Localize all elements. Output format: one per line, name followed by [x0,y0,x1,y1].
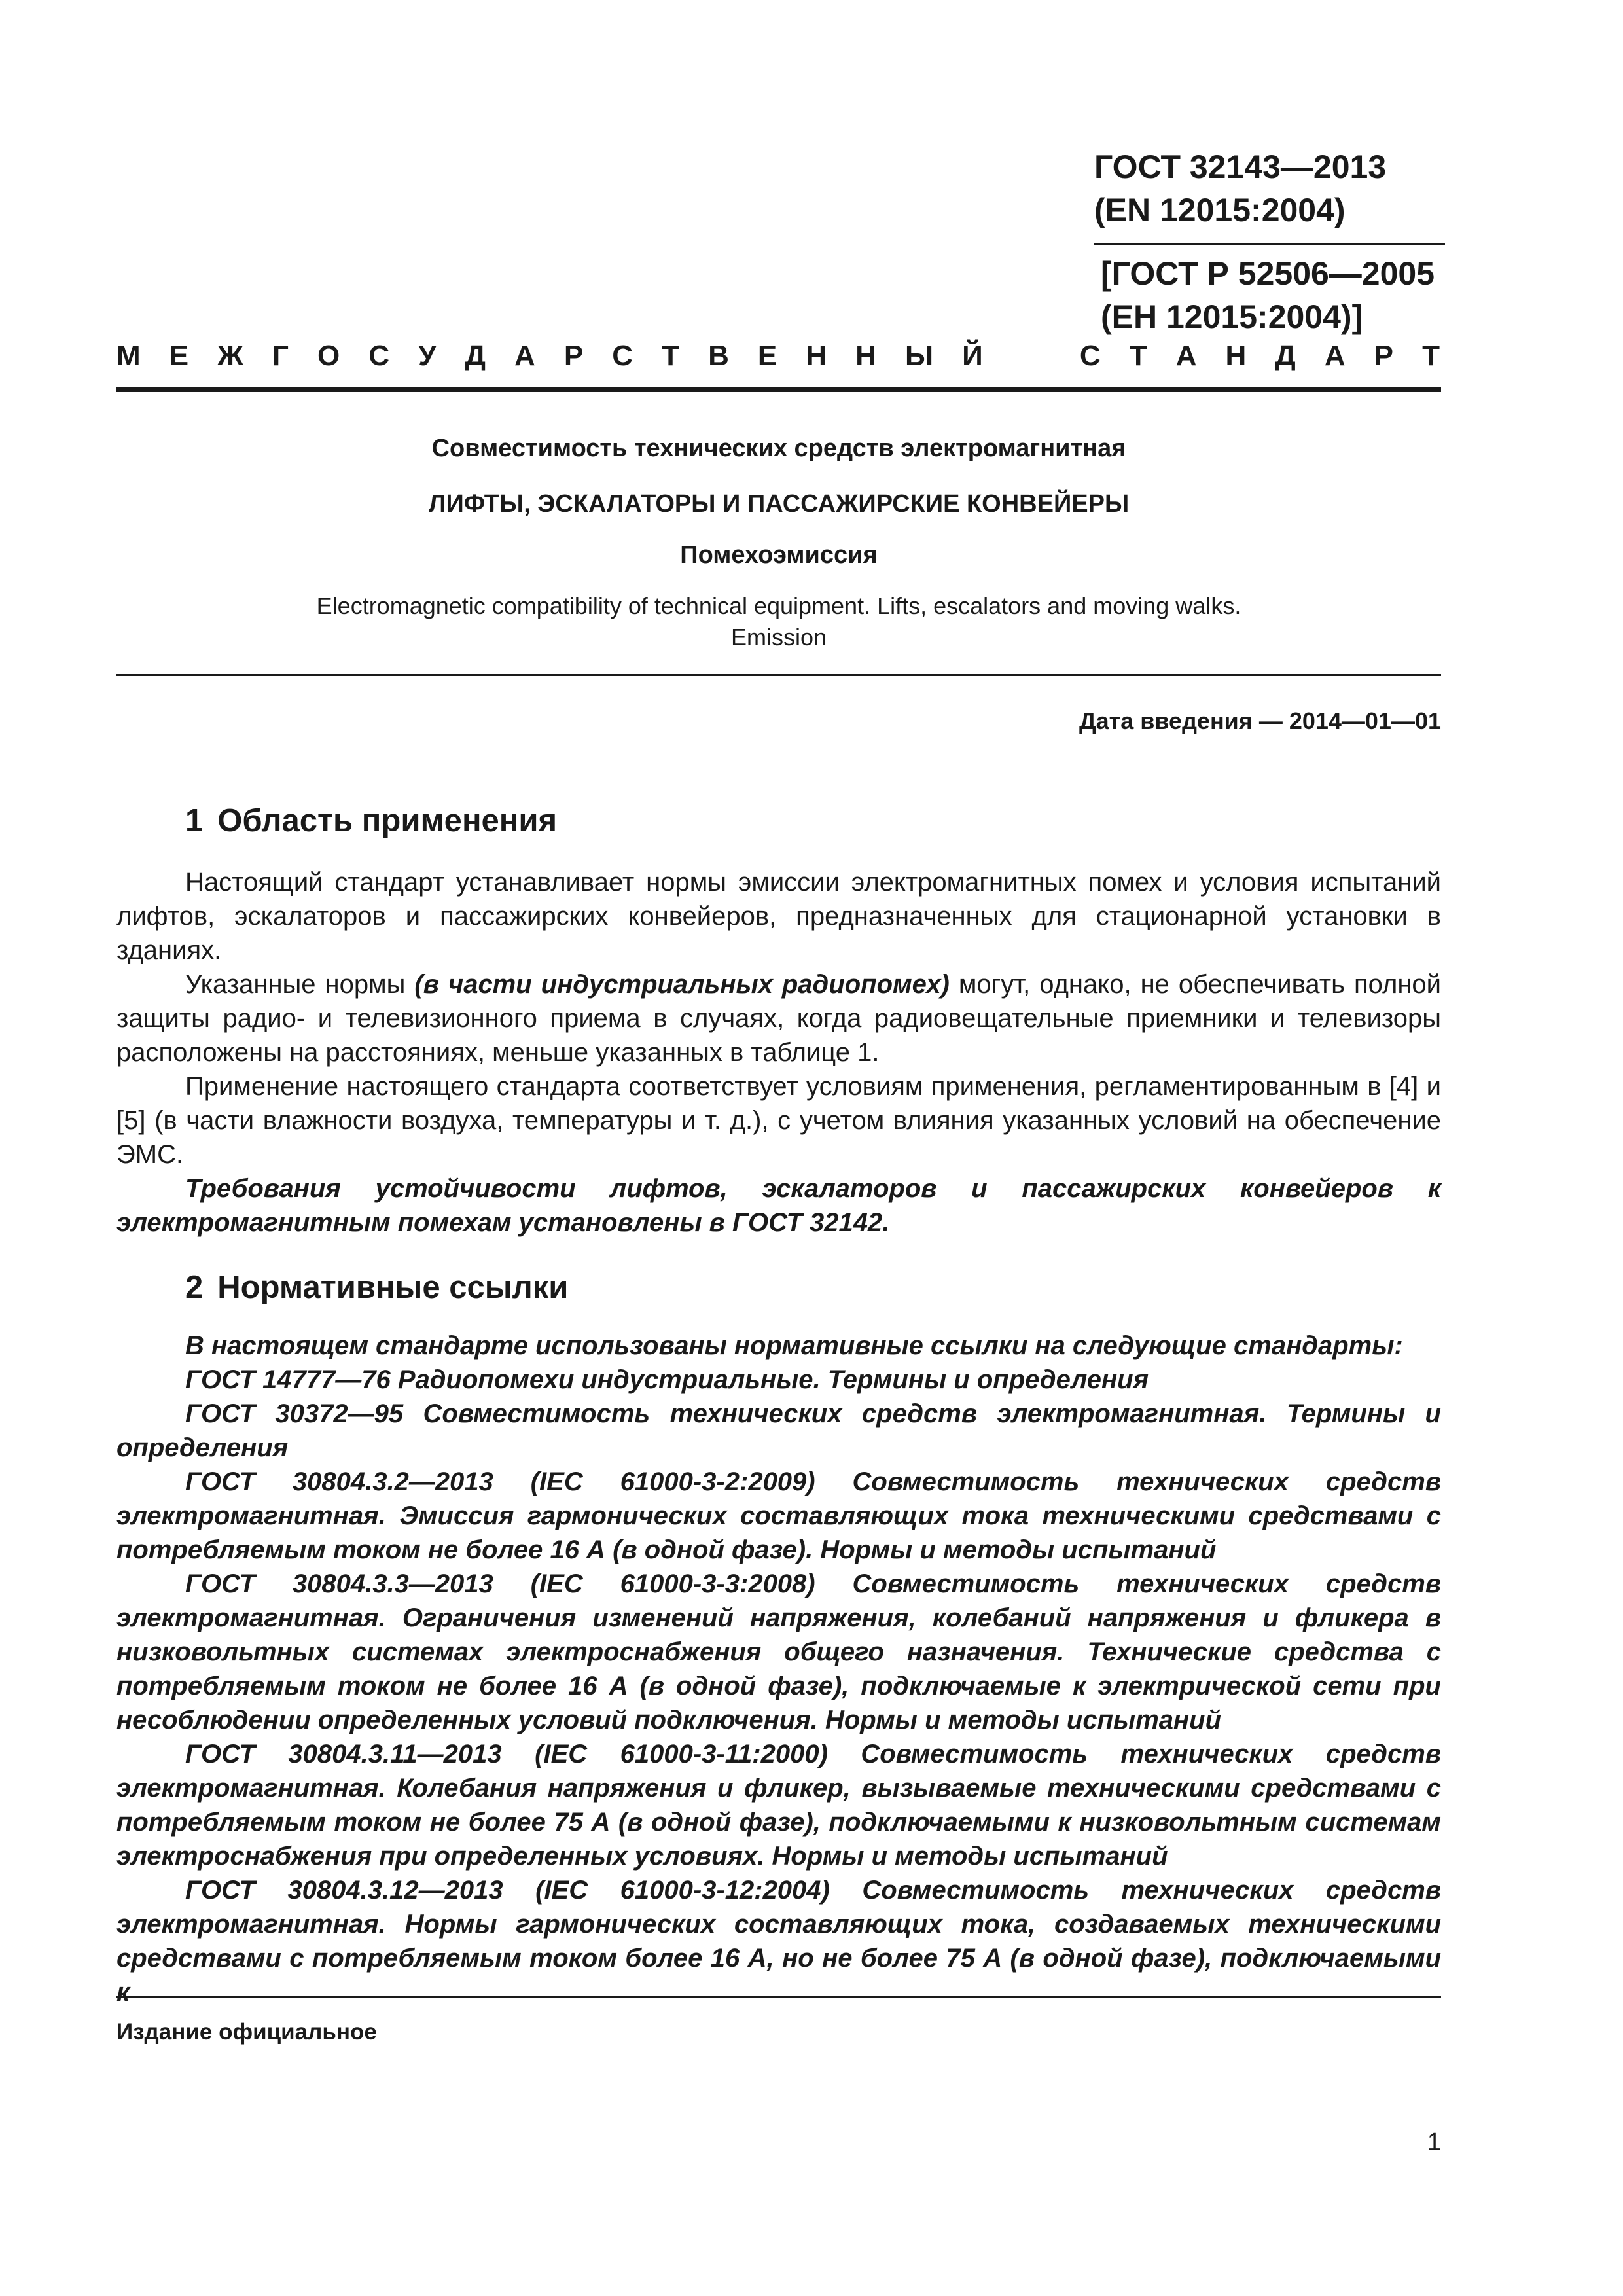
section-1-paragraph-4: Требования устойчивости лифтов, эскалаторов и пассажирских конвейеров к электромагнитным помехам установлены в ГОСТ 32142. [116,1174,1441,1237]
section-2-heading [185,1266,568,1308]
title-line-3: Помехоэмиссия [680,541,878,569]
introduction-date: Дата введения — 2014—01—01 [1079,708,1441,734]
section-2-title: Нормативные ссылки [217,1270,569,1305]
english-title [116,590,1441,653]
section-1-title: Область применения [217,803,558,838]
heading-letter: Н [855,340,876,372]
heading-letter: Е [169,340,189,372]
gost-designation-block [1094,145,1448,338]
heading-letter: Ж [217,340,243,372]
heading-letter: Р [1374,340,1394,372]
section-1-heading [185,800,557,842]
heading-word-gap [1012,337,1051,375]
paragraph-2-emphasis: (в части индустриальных радиопомех) [414,970,950,999]
gost-number: ГОСТ 32143—2013 [1094,149,1387,185]
en-equivalent: (EN 12015:2004) [1094,192,1346,228]
reference-item: ГОСТ 30372—95 Совместимость технических средств электромагнитная. Термины и определения [116,1399,1441,1462]
title-rule [116,674,1441,676]
reference-item: ГОСТ 30804.3.11—2013 (IEC 61000-3-11:2000) Совместимость технических средств электромагнитная. Колебания напряжения и фликер, вызываемые техническими средствами с потребляемым током не более 75 А (в одной фазе), подключаемыми к низковольтным системам электроснабжения при определенных условиях. Нормы и методы испытаний [116,1740,1441,1871]
heading-letter: С [612,340,633,372]
heading-letter: М [116,340,141,372]
heading-letter: Р [563,340,584,372]
reference-item: ГОСТ 30804.3.2—2013 (IEC 61000-3-2:2009) Совместимость технических средств электромагнитная. Эмиссия гармонических составляющих тока техническими средствами с потребляемым током не более 16 А (в одной фазе). Нормы и методы испытаний [116,1467,1441,1564]
heading-letter: Ы [905,340,934,372]
reference-item: ГОСТ 30804.3.12—2013 (IEC 61000-3-12:2004) Совместимость технических средств электромагнитная. Нормы гармонических составляющих тока, создаваемых техническими средствами с потребляемым током более 16 А, но не более 75 А (в одной фазе), подключаемыми к [116,1876,1441,2007]
heading-letter: А [514,340,535,372]
section-1-paragraph-3: Применение настоящего стандарта соответствует условиям применения, регламентированным в [4] и [5] (в части влажности воздуха, температуры и т. д.), с учетом влияния указанных условий на обеспечение ЭМС. [116,1072,1441,1169]
heading-letter: А [1324,340,1346,372]
section-1-paragraph-1: Настоящий стандарт устанавливает нормы эмиссии электромагнитных помех и условия испытаний лифтов, эскалаторов и пассажирских конвейеров, предназначенных для стационарной установки в зданиях. [116,868,1441,965]
title-line-1: Совместимость технических средств электромагнитная [431,435,1126,462]
references-intro: В настоящем стандарте использованы нормативные ссылки на следующие стандарты: [185,1331,1403,1360]
reference-item: ГОСТ 14777—76 Радиопомехи индустриальные. Термины и определения [185,1365,1149,1394]
section-1-body [116,865,1441,1240]
heading-letter: А [1175,340,1197,372]
title-line-2: ЛИФТЫ, ЭСКАЛАТОРЫ И ПАССАЖИРСКИЕ КОНВЕЙЕРЫ [428,490,1130,518]
heading-letter: О [317,340,340,372]
standard-type-heading [116,337,1440,375]
heading-letter: У [418,340,437,372]
footer-rule [116,1996,1441,1998]
section-1-paragraph-2 [116,967,1441,1069]
heading-letter: Е [757,340,777,372]
heading-letter: В [708,340,729,372]
heading-letter: С [368,340,390,372]
reference-item: ГОСТ 30804.3.3—2013 (IEC 61000-3-3:2008) Совместимость технических средств электромагнитная. Ограничения изменений напряжения, колебаний напряжения и фликера в низковольтных системах электроснабжения общего назначения. Технические средства с потребляемым током не более 16 А (в одной фазе), подключаемые к электрической сети при несоблюдении определенных условий подключения. Нормы и методы испытаний [116,1570,1441,1734]
header-rule [116,387,1441,392]
gost-r-number: [ГОСТ Р 52506—2005 [1101,255,1435,292]
designation-divider [1094,243,1445,245]
eh-equivalent: (ЕН 12015:2004)] [1101,298,1363,335]
heading-letter: Г [272,340,289,372]
heading-letter: Д [1275,340,1296,372]
english-title-line-1: Electromagnetic compatibility of technical equipment. Lifts, escalators and moving walks. [316,592,1241,619]
edition-note: Издание официальное [116,2019,377,2045]
heading-letter: Д [465,340,486,372]
page-number: 1 [1427,2128,1441,2156]
heading-letter: Й [962,340,983,372]
section-2-body [116,1329,1441,2009]
section-2-number: 2 [185,1270,204,1305]
heading-letter: Н [806,340,827,372]
english-title-line-2: Emission [730,624,827,651]
section-1-number: 1 [185,803,204,838]
paragraph-2-text-b: могут, однако, не обеспечивать полной защиты радио- и телевизионного приема в случаях, когда радиовещательные приемники и телевизоры расположены на расстояниях, меньше указанных в таблице 1. [116,970,1442,1067]
heading-letter: С [1079,340,1101,372]
heading-letter: Т [1422,340,1440,372]
heading-letter: Т [1129,340,1147,372]
heading-letter: Т [662,340,679,372]
paragraph-2-text-a: Указанные нормы [185,970,415,999]
heading-letter: Н [1225,340,1247,372]
